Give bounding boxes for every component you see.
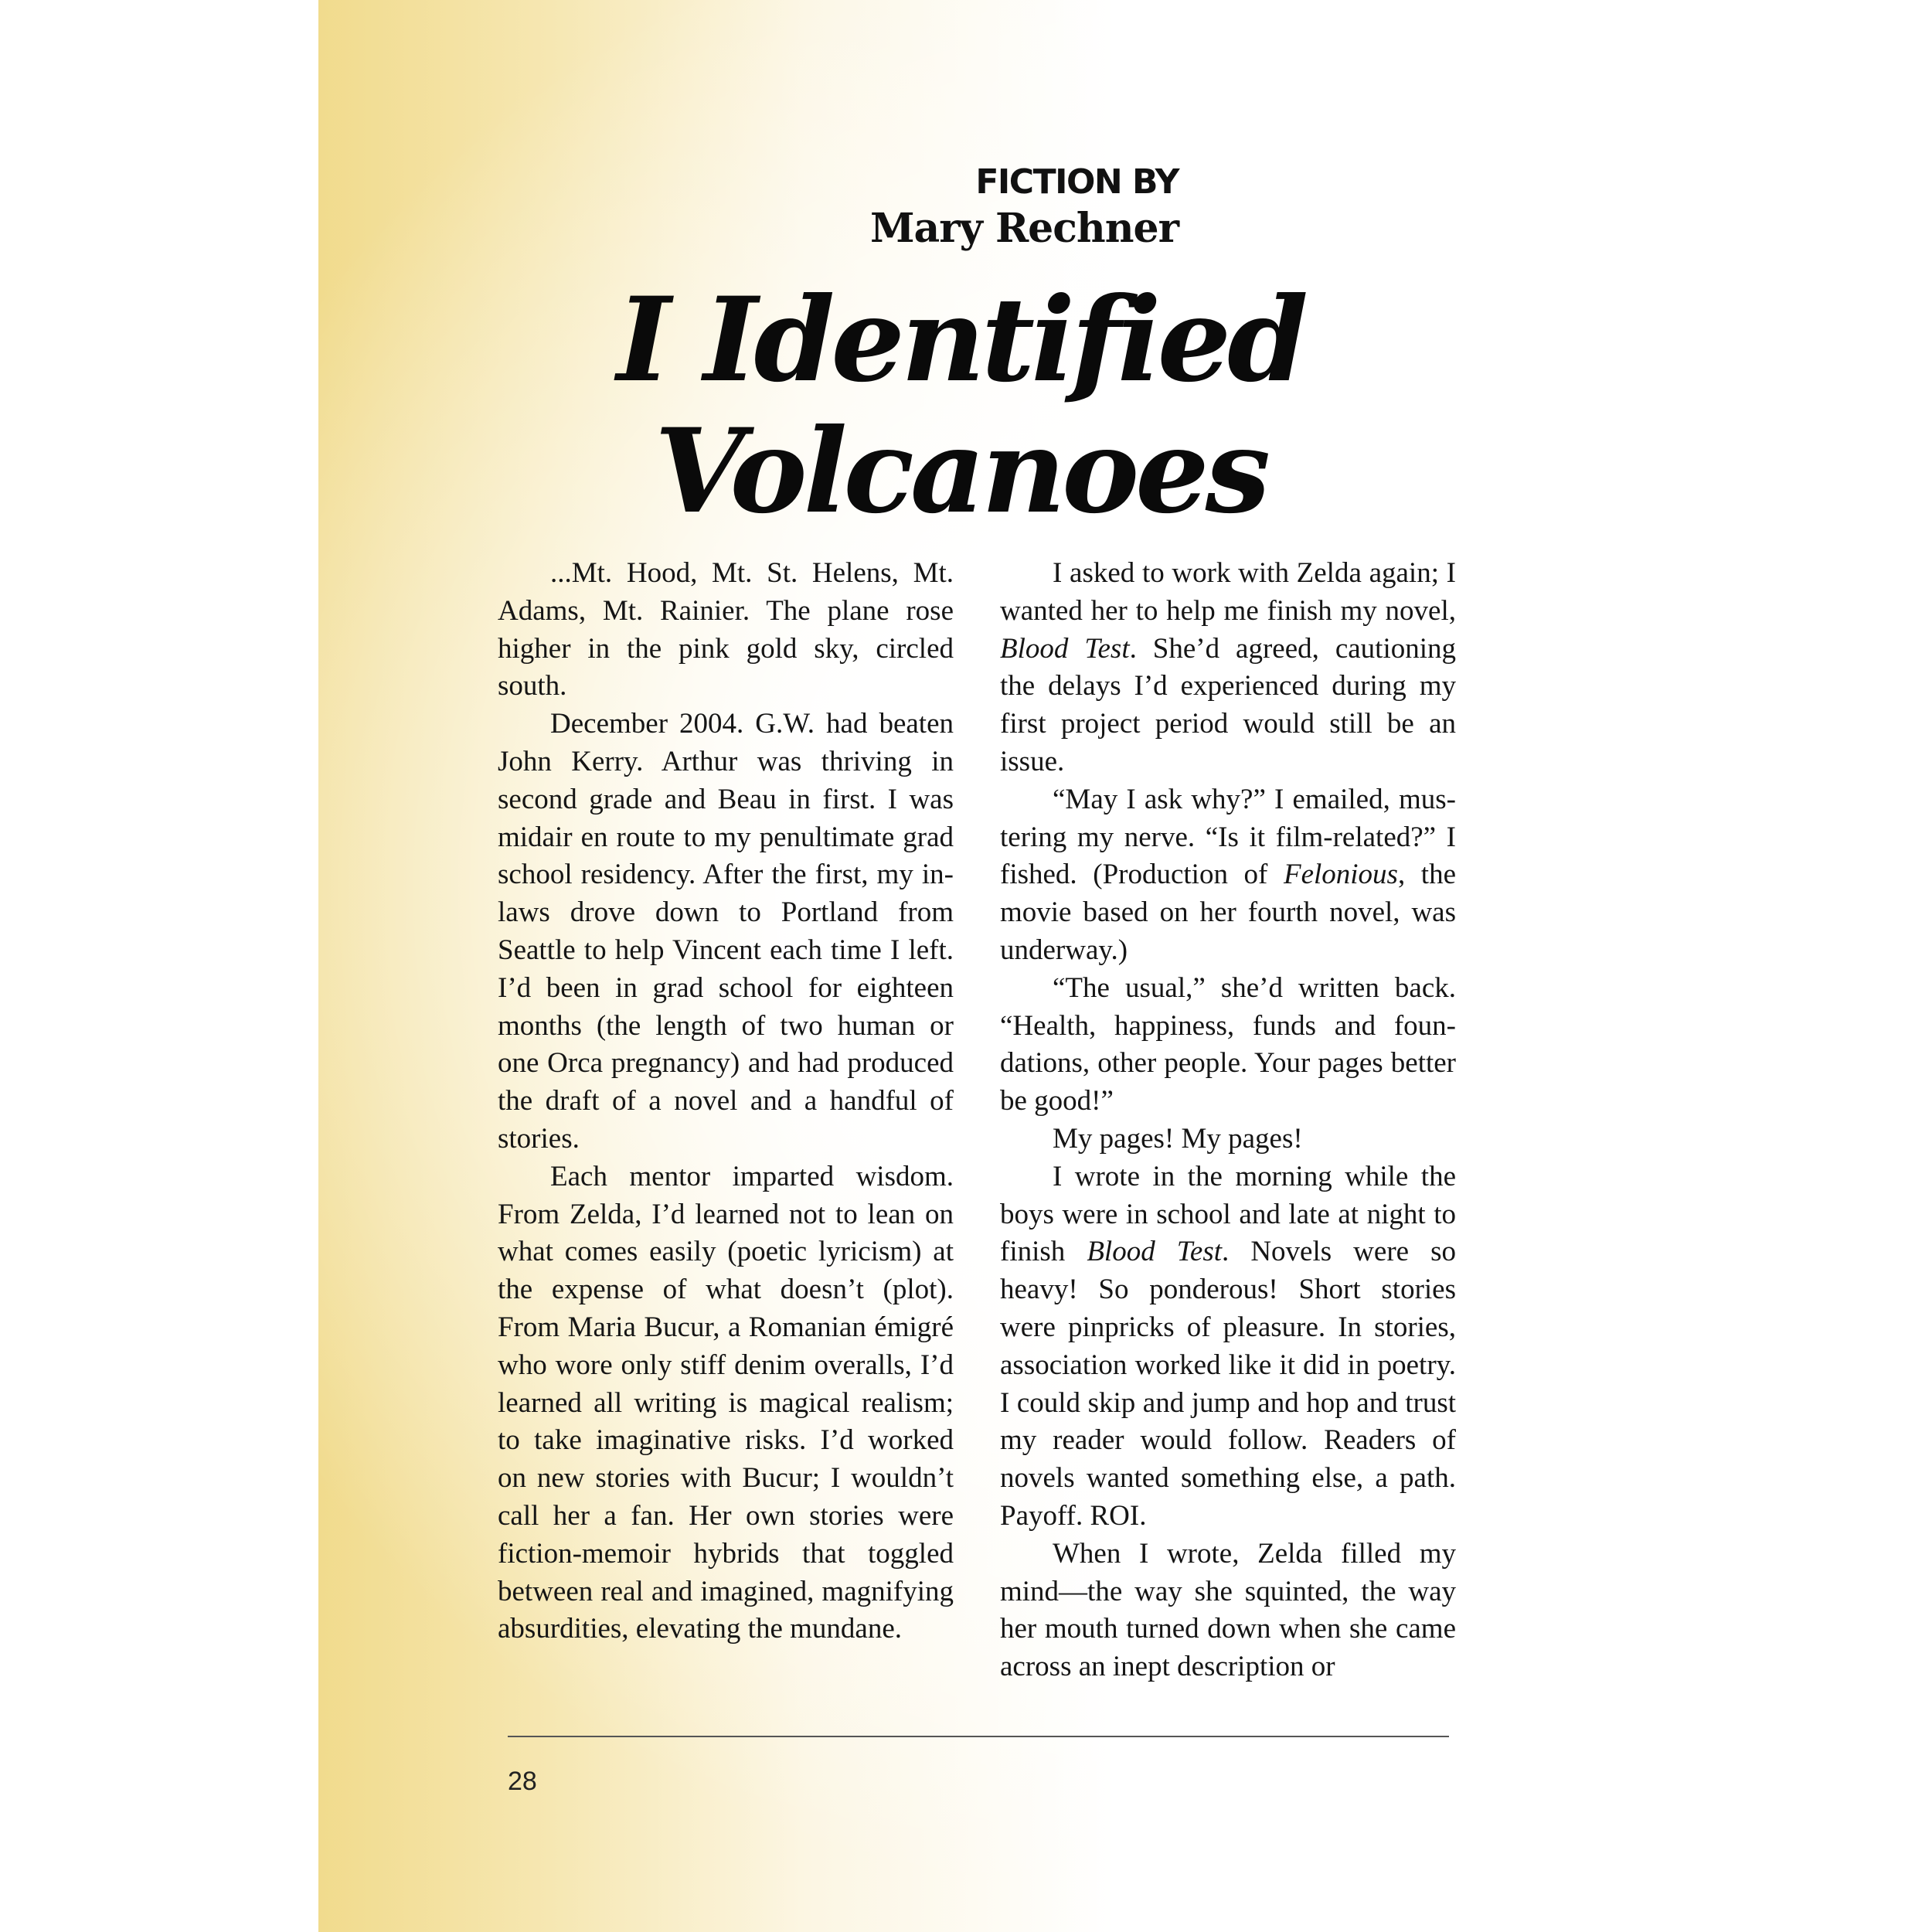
paragraph	[1000, 781, 1456, 970]
paragraph	[1000, 555, 1456, 781]
book-title: Blood Test	[1087, 1236, 1223, 1268]
magazine-page	[318, 0, 1603, 1932]
story-title-line-2: Volcanoes	[654, 403, 1267, 539]
paragraph	[1000, 1158, 1456, 1536]
paragraph: My pages! My pages!	[1053, 1122, 1303, 1155]
byline	[870, 161, 1179, 253]
book-title: Blood Test	[1000, 632, 1130, 665]
story-title-line-1: I Identified	[616, 272, 1305, 408]
paragraph-text: I asked to work with Zelda again; I wanted her to help me finish my novel,	[1000, 557, 1456, 627]
paragraph-text: . She’d agreed, cautioning the delays I’d experienced during my first project period would still be an issue.	[1000, 632, 1457, 777]
paragraph: Each mentor imparted wisdom. From Zelda, I’d learned not to lean on what comes easily (poetic lyricism) at the expense of what doesn’t (plot). From Maria Bucur, a Romanian émigré who wore only stiff denim overalls, I’d learned all writing is magical realism; to take imaginative risks. I’d worked on new stories with Bucur; I wouldn’t call her a fan. Her own stories were fiction-memoir hybrids that toggled between real and imagined, magnifying absurdities, elevating the mundane.	[498, 1160, 954, 1645]
page-number: 28	[508, 1767, 537, 1796]
paragraph: December 2004. G.W. had beaten John Kerry. Arthur was thriving in second grade and Beau in first. I was midair en route to my penultimate grad school residency. After the first, my in-laws drove down to Portland from Seattle to help Vincent each time I left. I’d been in grad school for eighteen months (the length of two human or one Orca pregnancy) and had produced the draft of a novel and a handful of stories.	[498, 708, 954, 1155]
paragraph-text: , the movie based on her fourth novel, was underway.)	[1000, 859, 1456, 966]
paragraph-text: “May I ask why?” I emailed, mustering my nerve. “Is it film-related?” I fished. (Production of	[1000, 783, 1456, 891]
paragraph-text: I wrote in the morning while the boys were in school and late at night to finish	[1000, 1160, 1456, 1268]
paragraph: ...Mt. Hood, Mt. St. Helens, Mt. Adams, Mt. Rainier. The plane rose higher in the pink gold sky, circled south.	[498, 557, 954, 702]
body-column-right	[1000, 555, 1456, 1686]
story-title	[318, 274, 1603, 537]
paragraph: “The usual,” she’d written back. “Health, happiness, funds and foundations, other people. Your pages better be good!”	[1000, 971, 1456, 1117]
paragraph: When I wrote, Zelda filled my mind—the way she squinted, the way her mouth turned down when she came across an inept description or	[1000, 1537, 1456, 1683]
paragraph-text: . Novels were so heavy! So ponderous! Short stories were pinpricks of pleasure. In stories, association worked like it did in poetry. I could skip and jump and hop and trust my reader would follow. Readers of novels wanted something else, a path. Payoff. ROI.	[1000, 1236, 1457, 1532]
body-column-left	[498, 555, 954, 1648]
footer-divider	[508, 1736, 1449, 1737]
author-name: Mary Rechner	[869, 205, 1179, 252]
byline-label: FICTION BY	[975, 162, 1179, 202]
film-title: Felonious	[1283, 859, 1398, 891]
